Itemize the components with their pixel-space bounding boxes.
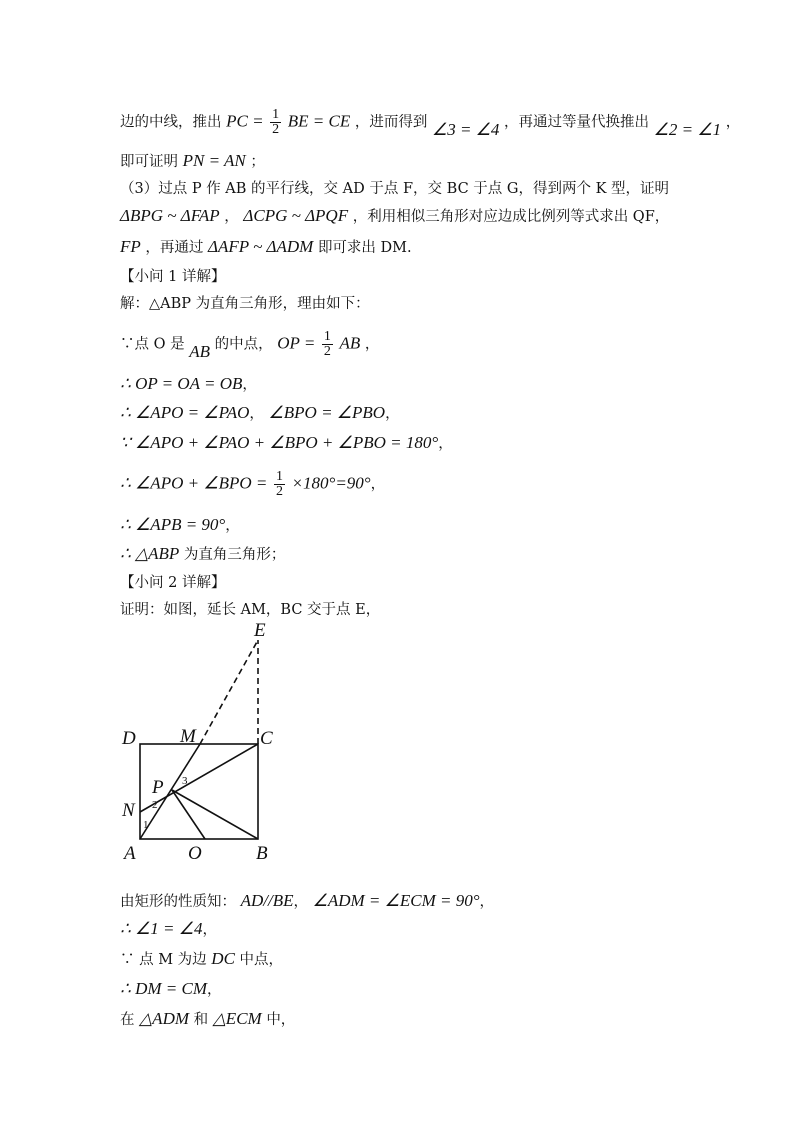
section-heading: 【小问 2 详解】	[120, 575, 226, 591]
text-line: ∴ OP = OA = OB，	[120, 374, 257, 393]
label-c: C	[260, 728, 273, 749]
text-line: 边的中线，推出 PC = $\frac{1}{2}$ BE = CE ，进而得到 ∠3 = ∠4 ，再通过等量代换推出 ∠2 = ∠1 ，	[120, 107, 741, 139]
fraction: $\frac{1}{2}$	[323, 329, 331, 359]
label-d: D	[122, 728, 136, 749]
label-p: P	[152, 777, 164, 798]
text-line: 在 △ADM 和 △ECM 中，	[120, 1009, 296, 1028]
text-line: ∴ ∠APO = ∠PAO， ∠BPO = ∠PBO，	[120, 403, 400, 422]
label-angle-3: 3	[182, 775, 188, 787]
fraction: $\frac{1}{2}$	[275, 469, 283, 499]
segment-pb	[172, 790, 258, 839]
text-line: ∴ DM = CM，	[120, 979, 222, 998]
text-line: ∴ ∠APB = 90°，	[120, 515, 240, 534]
extension-me	[200, 640, 258, 744]
text-line: （3）过点 P 作 AB 的平行线，交 AD 于点 F，交 BC 于点 G，得到两个 K 型，证明	[120, 181, 670, 197]
segment-po	[172, 790, 205, 839]
label-b: B	[256, 843, 268, 864]
text-line: ∴ △ABP 为直角三角形；	[120, 544, 286, 563]
text-line: ΔBPG ~ ΔFAP ， ΔCPG ~ ΔPQF ，利用相似三角形对应边成比例列等式求出 QF，	[120, 206, 670, 225]
text-line: 证明：如图，延长 AM，BC 交于点 E，	[120, 602, 381, 618]
fraction: $\frac{1}{2}$	[272, 107, 280, 137]
geometry-figure	[110, 618, 310, 868]
text-line: ∵点 O 是 AB 的中点， OP = $\frac{1}{2}$ AB ，	[120, 329, 380, 361]
section-heading: 【小问 1 详解】	[120, 269, 226, 285]
text-line: ∵ 点 M 为边 DC 中点，	[120, 949, 284, 968]
label-e: E	[254, 620, 266, 641]
label-angle-1: 1	[143, 819, 149, 831]
text-line: ∵ ∠APO + ∠PAO + ∠BPO + ∠PBO = 180°，	[120, 433, 453, 452]
label-m: M	[180, 726, 196, 747]
label-o: O	[188, 843, 202, 864]
text-line: ∴ ∠APO + ∠BPO = $\frac{1}{2}$ ×180°=90°，	[120, 469, 386, 499]
text-line: FP ，再通过 ΔAFP ~ ΔADM 即可求出 DM.	[120, 237, 412, 256]
text-line: 解：△ABP 为直角三角形，理由如下：	[120, 296, 370, 312]
text-line: 由矩形的性质知： AD//BE， ∠ADM = ∠ECM = 90°，	[120, 891, 495, 910]
label-angle-2: 2	[152, 799, 158, 811]
text-line: ∴ ∠1 = ∠4，	[120, 919, 218, 938]
text-line: 即可证明 PN = AN ；	[120, 151, 265, 170]
segment-am	[140, 744, 200, 839]
label-a: A	[124, 843, 136, 864]
label-n: N	[122, 800, 135, 821]
